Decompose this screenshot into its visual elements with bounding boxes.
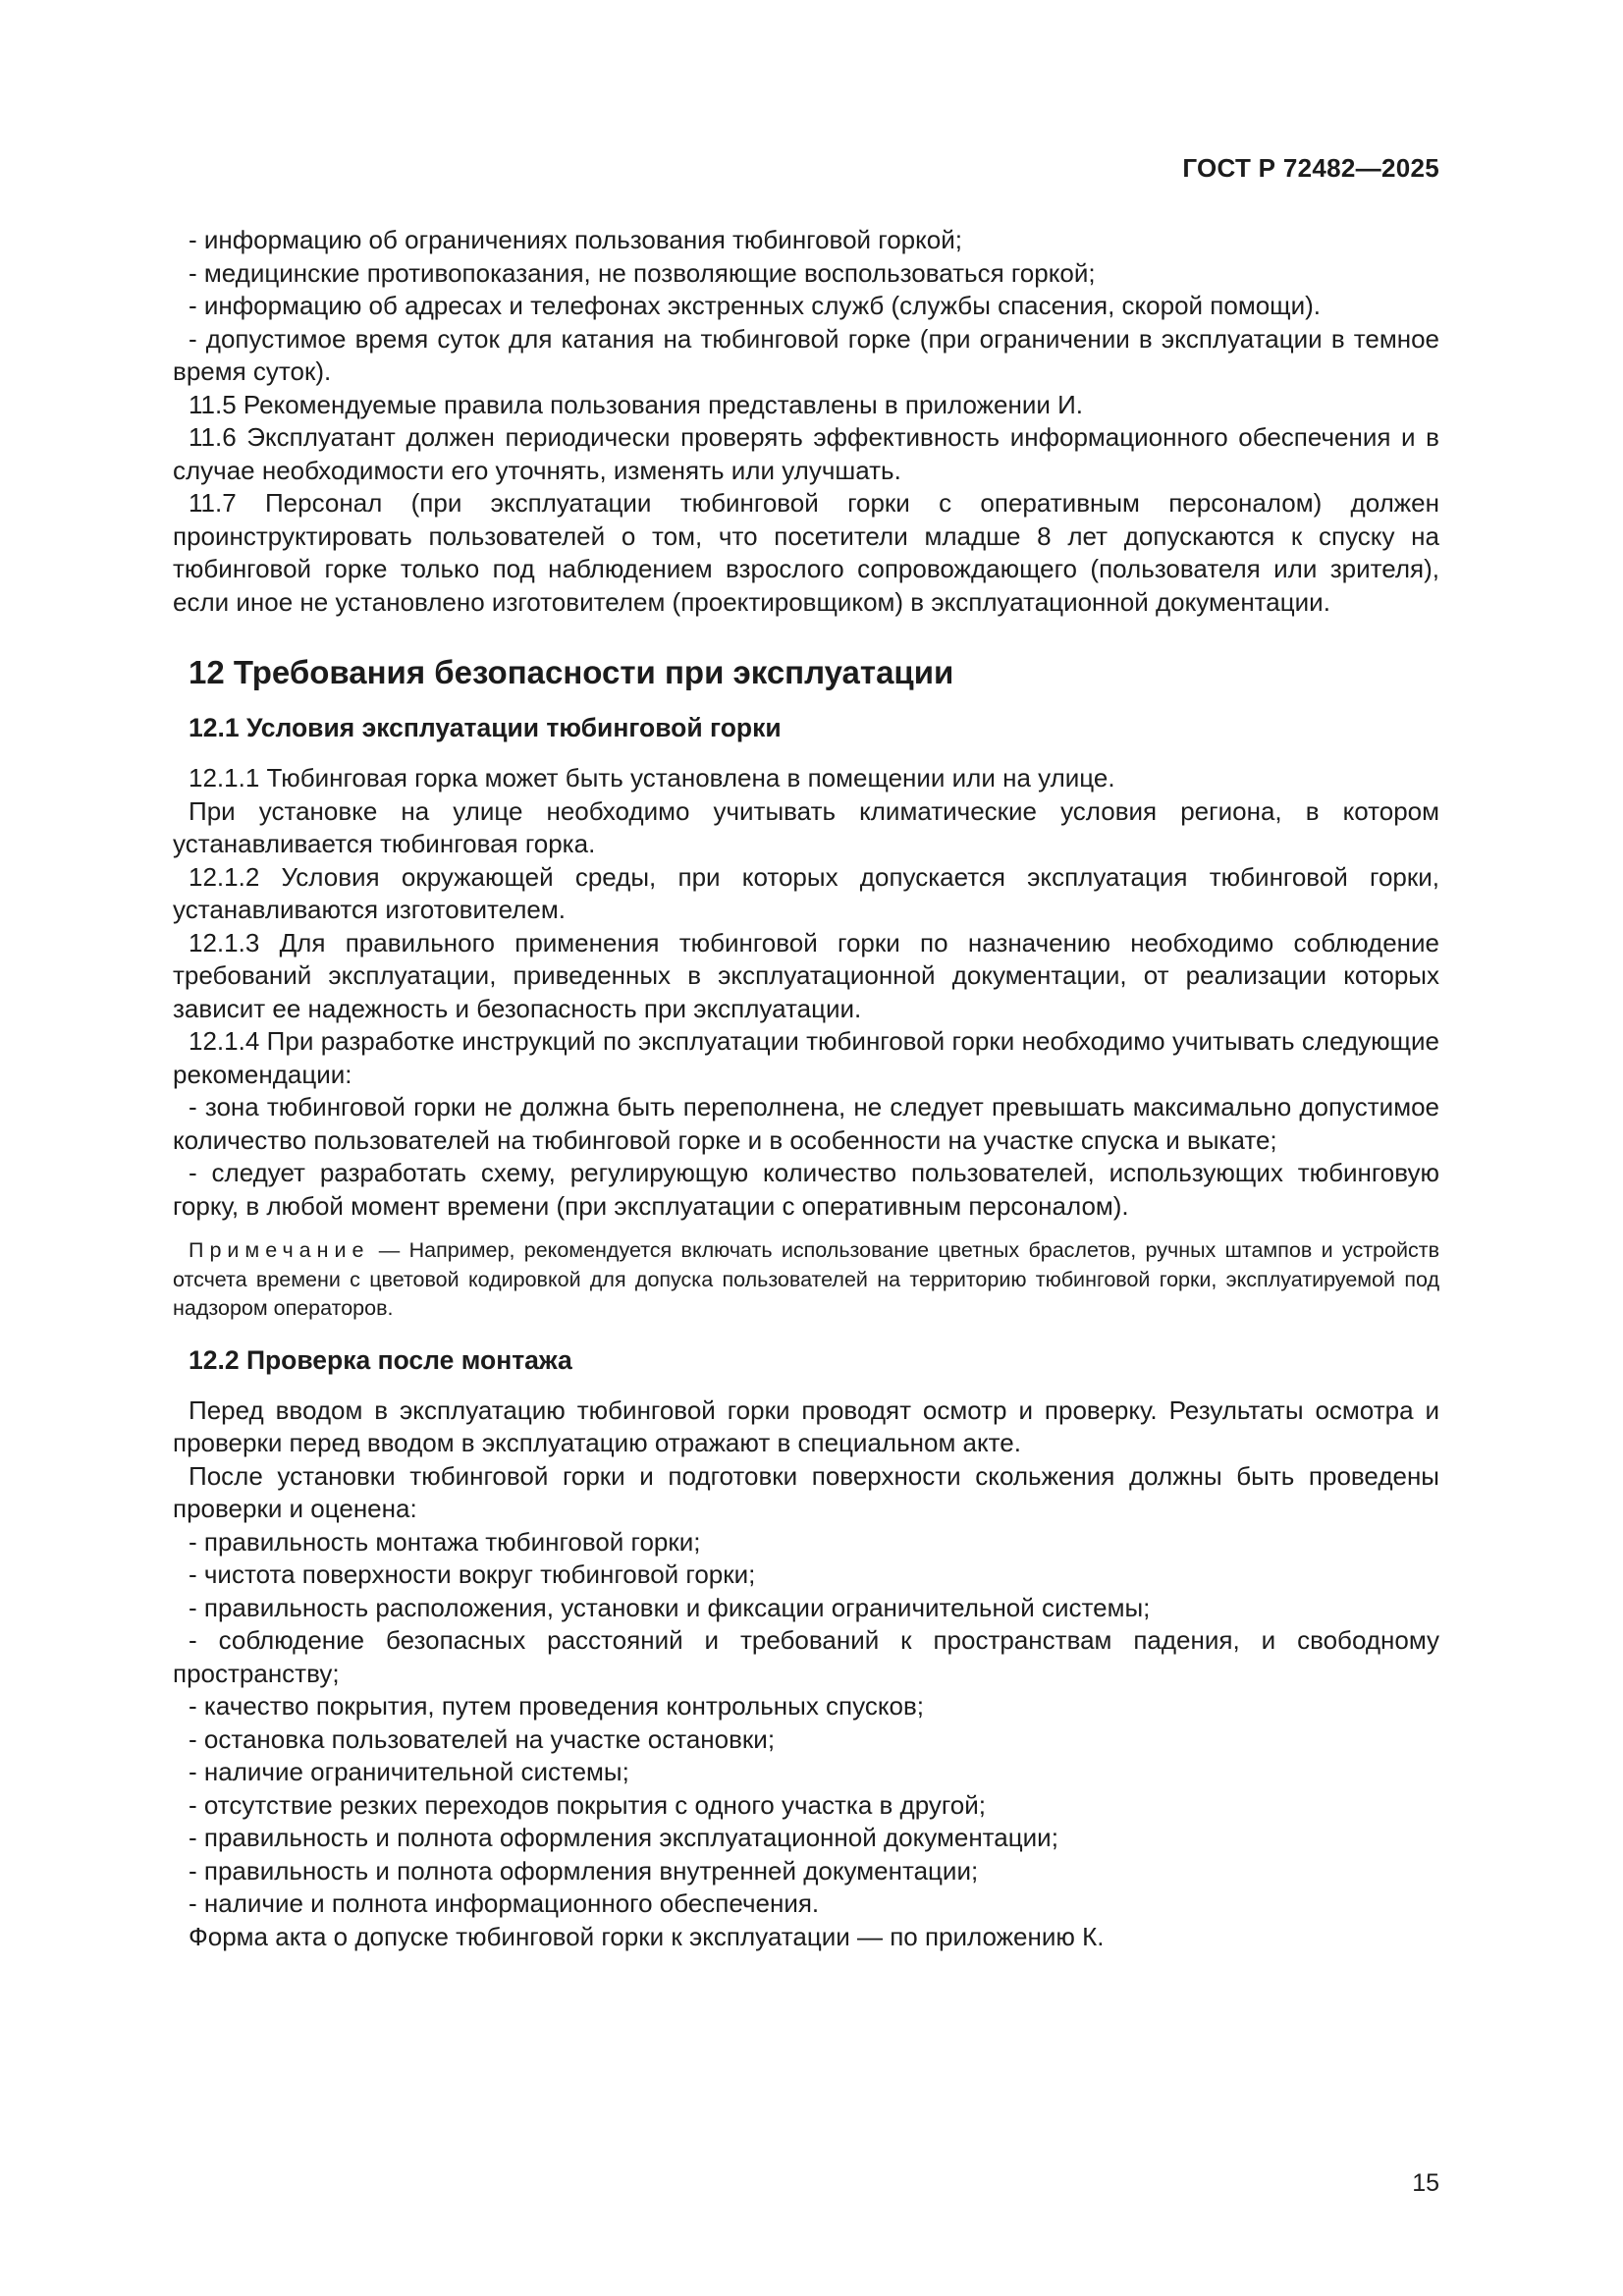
paragraph-12-1-2: 12.1.2 Условия окружающей среды, при которых допускается эксплуатация тюбинговой горки, устанавливаются изготовителем. (173, 861, 1439, 924)
list-item: - допустимое время суток для катания на тюбинговой горке (при ограничении в эксплуатации в темное время суток). (173, 323, 1439, 386)
paragraph-act-form: Форма акта о допуске тюбинговой горки к эксплуатации — по приложению К. (189, 1921, 1105, 1951)
list-item: - наличие и полнота информационного обеспечения. (189, 1888, 820, 1918)
standard-code: ГОСТ Р 72482—2025 (1182, 153, 1439, 183)
list-item: - отсутствие резких переходов покрытия с одного участка в другой; (189, 1789, 987, 1820)
list-item: - соблюдение безопасных расстояний и требований к пространствам падения, и свободному пространству; (173, 1625, 1439, 1688)
paragraph-12-1-1: 12.1.1 Тюбинговая горка может быть установлена в помещении или на улице. (189, 763, 1115, 793)
list-item: - правильность и полнота оформления внутренней документации; (189, 1855, 979, 1886)
page-number: 15 (1412, 2169, 1439, 2197)
list-item: - качество покрытия, путем проведения контрольных спусков; (189, 1691, 925, 1721)
list-item: - правильность и полнота оформления эксплуатационной документации; (189, 1823, 1058, 1852)
paragraph-12-1-4: 12.1.4 При разработке инструкций по эксплуатации тюбинговой горки необходимо учитывать следующие рекомендации: (173, 1026, 1439, 1089)
note-label: Примечание (189, 1238, 370, 1262)
paragraph-11-6: 11.6 Эксплуатант должен периодически проверять эффективность информационного обеспечения и в случае необходимости его уточнять, изменять или улучшать. (173, 422, 1439, 485)
list-item: - правильность расположения, установки и фиксации ограничительной системы; (189, 1592, 1151, 1622)
note-text: — Например, рекомендуется включать использование цветных браслетов, ручных штампов и устройств отсчета времени с цветовой кодировкой для допуска пользователей на территорию тюбинговой горки, эксплуатируемой под надзором операторов. (173, 1238, 1439, 1320)
note (173, 1236, 1439, 1324)
list-item: - следует разработать схему, регулирующую количество пользователей, использующих тюбинговую горку, в любой момент времени (при эксплуатации с оперативным персоналом). (173, 1158, 1439, 1221)
list-item: - остановка пользователей на участке остановки; (189, 1723, 776, 1754)
list-item: - медицинские противопоказания, не позволяющие воспользоваться горкой; (189, 257, 1096, 288)
list-item: - наличие ограничительной системы; (189, 1757, 629, 1786)
subsection-heading-12-1: 12.1 Условия эксплуатации тюбинговой горки (189, 713, 782, 742)
list-item: - информацию об адресах и телефонах экстренных служб (службы спасения, скорой помощи). (189, 291, 1321, 320)
list-item: - зона тюбинговой горки не должна быть переполнена, не следует превышать максимально допустимое количество пользователей на тюбинговой горке и в особенности на участке спуска и выкате; (173, 1092, 1439, 1155)
subsection-heading-12-2: 12.2 Проверка после монтажа (189, 1344, 572, 1375)
paragraph-12-1-3: 12.1.3 Для правильного применения тюбинговой горки по назначению необходимо соблюдение требований эксплуатации, приведенных в эксплуатационной документации, от реализации которых зависит ее надежность и безопасность при эксплуатации. (173, 927, 1439, 1023)
paragraph-12-1-1-cont: При установке на улице необходимо учитывать климатические условия региона, в котором устанавливается тюбинговая горка. (173, 795, 1439, 858)
paragraph-12-2-checks: После установки тюбинговой горки и подготовки поверхности скольжения должны быть проведены проверки и оценена: (173, 1460, 1439, 1523)
paragraph-11-5: 11.5 Рекомендуемые правила пользования представлены в приложении И. (189, 389, 1084, 419)
list-item: - правильность монтажа тюбинговой горки; (189, 1526, 701, 1557)
section-heading-12: 12 Требования безопасности при эксплуатации (189, 654, 954, 690)
page-content (173, 224, 1439, 1953)
list-item: - чистота поверхности вокруг тюбинговой горки; (189, 1559, 756, 1589)
paragraph-12-2-intro: Перед вводом в эксплуатацию тюбинговой горки проводят осмотр и проверку. Результаты осмотра и проверки перед вводом в эксплуатацию отражают в специальном акте. (173, 1394, 1439, 1457)
paragraph-11-7: 11.7 Персонал (при эксплуатации тюбинговой горки с оперативным персоналом) должен проинструктировать пользователей о том, что посетители младше 8 лет допускаются к спуску на тюбинговой горке только под наблюдением взрослого сопровождающего (пользователя или зрителя), если иное не установлено изготовителем (проектировщиком) в эксплуатационной документации. (173, 488, 1439, 617)
list-item: - информацию об ограничениях пользования тюбинговой горкой; (189, 225, 962, 254)
